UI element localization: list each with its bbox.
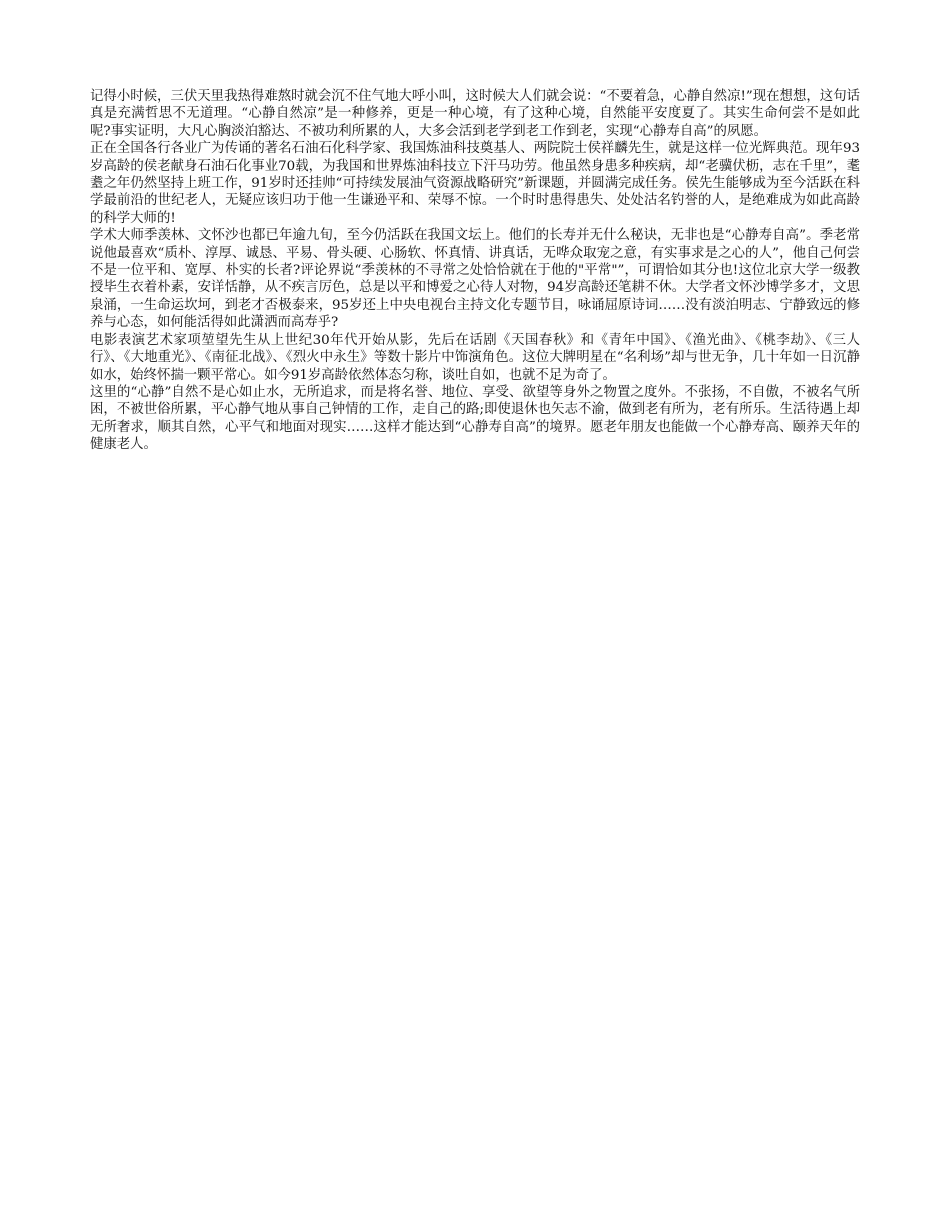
paragraph-5: 这里的“心静”自然不是心如止水，无所追求，而是将名誉、地位、享受、欲望等身外之物置之度外。不张扬，不自傲，不被名气所困，不被世俗所累，平心静气地从事自己钟情的工作，走自己的路;即使退休也矢志不渝，做到老有所为，老有所乐。生活待遇上却无所奢求，顺其自然，心平气和地面对现实……这样才能达到“心静寿自高”的境界。愿老年朋友也能做一个心静寿高、颐养天年的健康老人。 bbox=[90, 384, 860, 453]
paragraph-3: 学术大师季羡林、文怀沙也都已年逾九旬，至今仍活跃在我国文坛上。他们的长寿并无什么秘诀，无非也是“心静寿自高”。季老常说他最喜欢“质朴、淳厚、诚恳、平易、骨头硬、心肠软、怀真情、讲真话，无哗众取宠之意，有实事求是之心的人”，他自己何尝不是一位平和、宽厚、朴实的长者?评论界说“季羡林的不寻常之处恰恰就在于他的"平常"”，可谓恰如其分也!这位北京大学一级教授毕生衣着朴素，安详恬静，从不疾言厉色，总是以平和博爱之心待人对物，94岁高龄还笔耕不休。大学者文怀沙博学多才，文思泉涌，一生命运坎坷，到老才否极泰来，95岁还上中央电视台主持文化专题节目，咏诵屈原诗词……没有淡泊明志、宁静致远的修养与心态，如何能活得如此潇洒而高寿乎? bbox=[90, 228, 860, 331]
paragraph-2: 正在全国各行各业广为传诵的著名石油石化科学家、我国炼油科技奠基人、两院院士侯祥麟先生，就是这样一位光辉典范。现年93岁高龄的侯老献身石油石化事业70载，为我国和世界炼油科技立下汗马功劳。他虽然身患多种疾病，却“老骥伏枥，志在千里”，耄耋之年仍然坚持上班工作，91岁时还挂帅“可持续发展油气资源战略研究”新课题，并圆满完成任务。侯先生能够成为至今活跃在科学最前沿的世纪老人，无疑应该归功于他一生谦逊平和、荣辱不惊。一个时时患得患失、处处沽名钓誉的人，是绝难成为如此高龄的科学大师的! bbox=[90, 141, 860, 226]
paragraph-4: 电影表演艺术家项堃望先生从上世纪30年代开始从影，先后在话剧《天国春秋》和《青年中国》、《渔光曲》、《桃李劫》、《三人行》、《大地重光》、《南征北战》、《烈火中永生》等数十影片中饰演角色。这位大牌明星在“名利场”却与世无争，几十年如一日沉静如水，始终怀揣一颗平常心。如今91岁高龄依然体态匀称，谈吐自如，也就不足为奇了。 bbox=[90, 332, 860, 383]
paragraph-1: 记得小时候，三伏天里我热得难熬时就会沉不住气地大呼小叫，这时候大人们就会说：“不要着急，心静自然凉!”现在想想，这句话真是充满哲思不无道理。“心静自然凉”是一种修养，更是一种心境，有了这种心境，自然能平安度夏了。其实生命何尝不是如此呢?事实证明，大凡心胸淡泊豁达、不被功利所累的人，大多会活到老学到老工作到老，实现“心静寿自高”的夙愿。 bbox=[90, 89, 860, 139]
document-body bbox=[90, 88, 860, 454]
